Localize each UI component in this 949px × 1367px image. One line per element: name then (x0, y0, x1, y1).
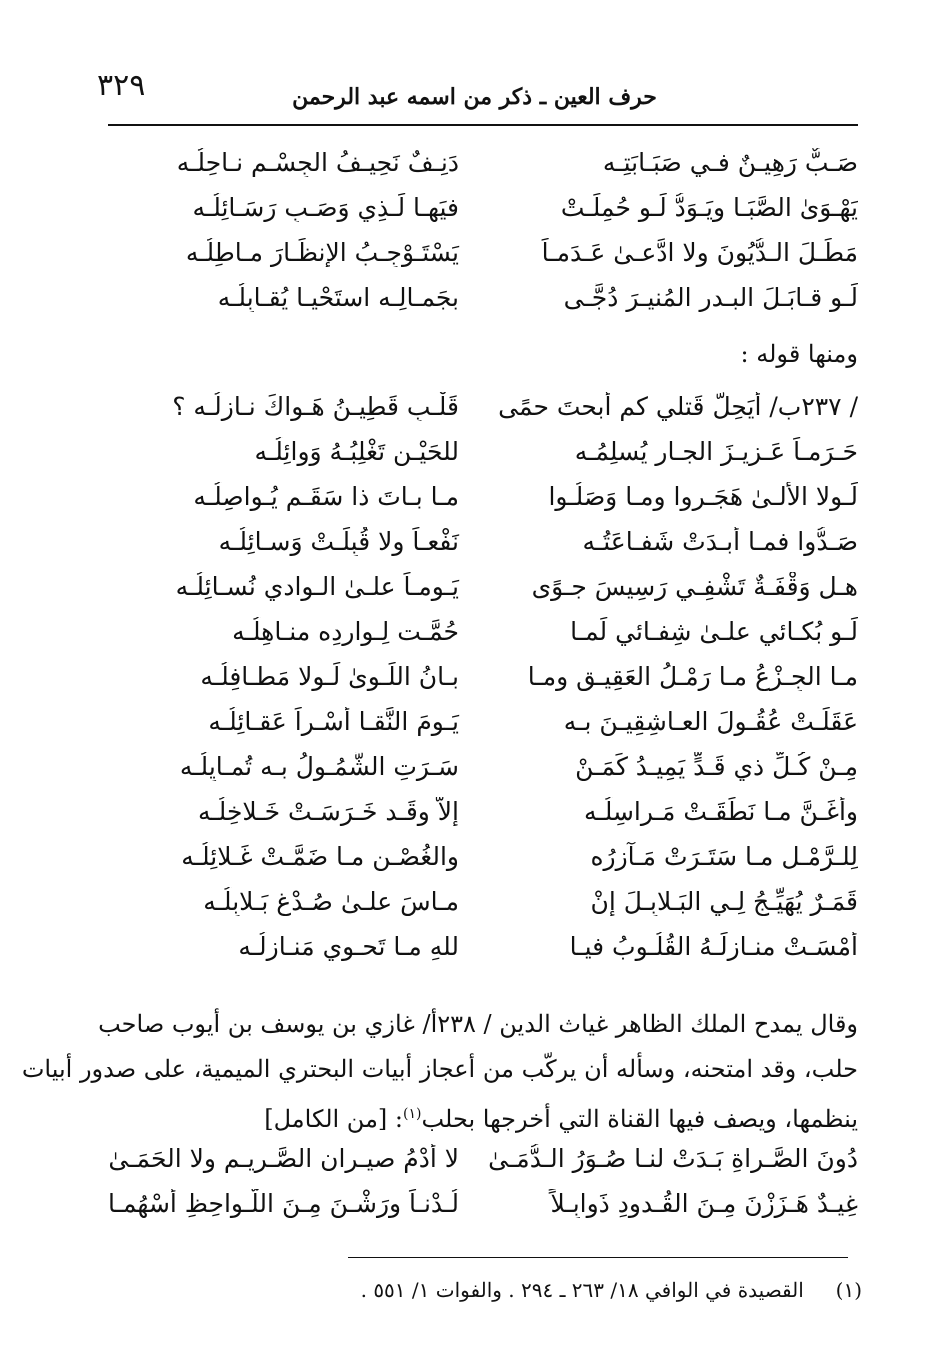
verse-sadr: مـا الجِـزْعُ مـا رَمْـلُ العَقِيـقِ ومـا (527, 662, 858, 691)
running-title: حرف العين ـ ذكر من اسمه عبد الرحمن (292, 84, 657, 110)
verse-sadr: مَطَـلَ الـدُّيُونَ ولا ادَّعـىٰ عَـدَمـاً (541, 238, 858, 267)
verse-ajuz: يَسْتَـوْجِـبُ الإِنظَـارَ مـاطِلُـه (185, 238, 459, 267)
footnote (0, 1278, 862, 1302)
verse-line (108, 275, 858, 320)
verse-ajuz: يَـومَ النَّقـا أَسْـراً عَقـائِلُـه (208, 707, 459, 736)
verse-sadr: مِـنْ كُـلِّ ذي قَـدٍّ يَمِيـدُ كَمَـنْ (575, 752, 858, 781)
verse-group-3 (108, 1136, 858, 1226)
verse-ajuz: للهِ مـا تَحـوِي مَنـازِلُـه (238, 932, 459, 961)
verse-sadr: قَمَـرٌ يُهَيِّـجُ لِـي البَـلابِـلَ إنْ (590, 887, 858, 916)
verse-sadr: لِلـرَّمْـلِ مـا سَتَـرَتْ مَـآزِرُه (590, 842, 858, 871)
intro-line: ومنها قوله : (740, 340, 858, 368)
verse-sadr: حَـرَمـاً عَـزِيـزَ الجـارِ يُسلِمُـه (574, 437, 858, 466)
verse-line (108, 474, 858, 519)
verse-line (108, 879, 858, 924)
verse-line (108, 789, 858, 834)
verse-ajuz: فيَهـا لَـذِي وَصَـبٍ رَسَـائِلُـه (192, 193, 459, 222)
footnote-rule (348, 1257, 848, 1258)
verse-ajuz: لا أُدْمُ صيـرانِ الصَّـرِيـمِ ولا الحَمَـىٰ (108, 1144, 459, 1173)
verse-ajuz: بجَمـالِـه استَحْيـا يُقـابِلُـه (217, 283, 459, 312)
prose-line-3 (108, 1092, 858, 1142)
verse-line (108, 609, 858, 654)
verse-line (108, 834, 858, 879)
verse-ajuz: مـا بـاتَ ذا سَقَـمٍ يُـواصِلُـه (193, 482, 459, 511)
verse-sadr: عَقَلَـتْ عُقُـولَ العـاشِقِيـنَ بـه (563, 707, 858, 736)
verse-line (108, 429, 858, 474)
prose-line-3-text: ينظمها، ويصف فيها القناة التي أخرجها بحلب (421, 1105, 858, 1133)
footnote-ref[interactable]: (١) (403, 1106, 422, 1122)
verse-line (108, 140, 858, 185)
verse-sadr: وأغَـنَّ مـا نَطَقَـتْ مَـراسِلُـه (583, 797, 858, 826)
prose-line: وقال يمدح الملك الظاهر غياث الدين / ٢٣٨أ/ غازي بن يوسف بن أيوب صاحب (98, 1010, 858, 1038)
verse-sadr: صَـدُّوا فمـا أبـدَتْ شَفـاعَتُـه (582, 527, 858, 556)
verse-line (108, 185, 858, 230)
verse-ajuz: مـاسَ علـىٰ صُـدْغٍ بَـلابِلُـه (203, 887, 459, 916)
verse-sadr: صَـبٌّ رَهِيـنٌ فـي صَبَـابَتِـه (602, 148, 858, 177)
verse-sadr: هـل وَقْفَـةٌ تَشْفِـي رَسِيسَ جـوًى (531, 572, 858, 601)
header-rule (108, 124, 858, 126)
verse-line (108, 744, 858, 789)
verse-ajuz: والغُصْـنِ مـا ضَمَّـتْ غَـلائِلُـه (181, 842, 459, 871)
verse-ajuz: لُـدْنـاً ورَشْـنَ مِـنَ اللَّـواحِظِ أَسْهُمـا (108, 1189, 459, 1218)
prose-paragraph (21, 1002, 858, 1142)
verse-line (108, 564, 858, 609)
meter-label: : [من الكامل] (264, 1105, 404, 1133)
verse-ajuz: يَـومـاً علـىٰ الـوادي نُسـائِلُـه (175, 572, 459, 601)
verse-group-1 (108, 140, 858, 320)
verse-line (108, 384, 858, 429)
verse-line (108, 1136, 858, 1181)
verse-sadr: لَـو بُكـائي علـىٰ شِفـائي لَمـا (570, 617, 858, 646)
verse-sadr: دُونَ الصَّـراةِ بَـدَتْ لنـا صُـوَرُ الـدُّمَـىٰ (488, 1144, 858, 1173)
verse-ajuz: دَنِـفٌ نَحِيـفُ الجِسْـمِ نـاحِلُـه (176, 148, 459, 177)
verse-sadr: يَهْـوَىٰ الصَّبَـا ويَـوَدُّ لَـو حُمِلَـتْ (560, 193, 858, 222)
verse-ajuz: بـانُ اللِّـوىٰ لَـولا مَطـافِلُـه (200, 662, 459, 691)
verse-line (108, 519, 858, 564)
verse-line (108, 699, 858, 744)
verse-sadr: / ٢٣٧ب/ أيَحِلُّ قَتلي كم أبحتَ حمًى (498, 392, 858, 421)
prose-line: حلب، وقد امتحنه، وسأله أن يركّب من أعجاز أبيات البحتري الميمية، على صدور أبيات (21, 1055, 858, 1083)
verse-line (108, 654, 858, 699)
verse-group-2 (108, 384, 858, 969)
footnote-text: القصيدة في الوافي ١٨/ ٢٦٣ ـ ٢٩٤ . والفوات ١/ ٥٥١ . (360, 1278, 804, 1302)
verse-sadr: لَـو قـابَـلَ البـدرِ المُنيـرَ دُجًّـى (563, 283, 858, 312)
verse-sadr: أمْسَـتْ منـازِلَـهُ القُلُـوبُ فيـا (569, 932, 858, 961)
verse-sadr: غِيـدٌ هَـزَزْنَ مِـنَ القُـدودِ ذَوابِـلاً (550, 1189, 858, 1218)
page-number: ٣٢٩ (97, 68, 146, 103)
verse-ajuz: قَلْـبٍ قَطِيـنُ هَـواكَ نـازِلُـه ؟ (172, 392, 459, 421)
footnote-marker: (١) (835, 1278, 862, 1302)
verse-ajuz: سَـرَتِ الشَّمُـولُ بـه تُمـايِلُـه (179, 752, 459, 781)
verse-ajuz: نَفْعـاً ولا قُبِلَـتْ وَسـائِلُـه (218, 527, 459, 556)
verse-line (108, 230, 858, 275)
verse-sadr: لَـولا الأُلـىٰ هَجَـروا ومـا وَصَلُـوا (548, 482, 858, 511)
verse-line (108, 1181, 858, 1226)
verse-line (108, 924, 858, 969)
verse-ajuz: إلاَّ وقَـد خَـرَسَـتْ خَـلاخِلُـه (197, 797, 459, 826)
verse-ajuz: حُمَّـت لِـوارِدِه منـاهِلُـه (232, 617, 459, 646)
verse-ajuz: للحَيْـنِ تَغْلِبُـهُ وَوائِلُـه (254, 437, 459, 466)
